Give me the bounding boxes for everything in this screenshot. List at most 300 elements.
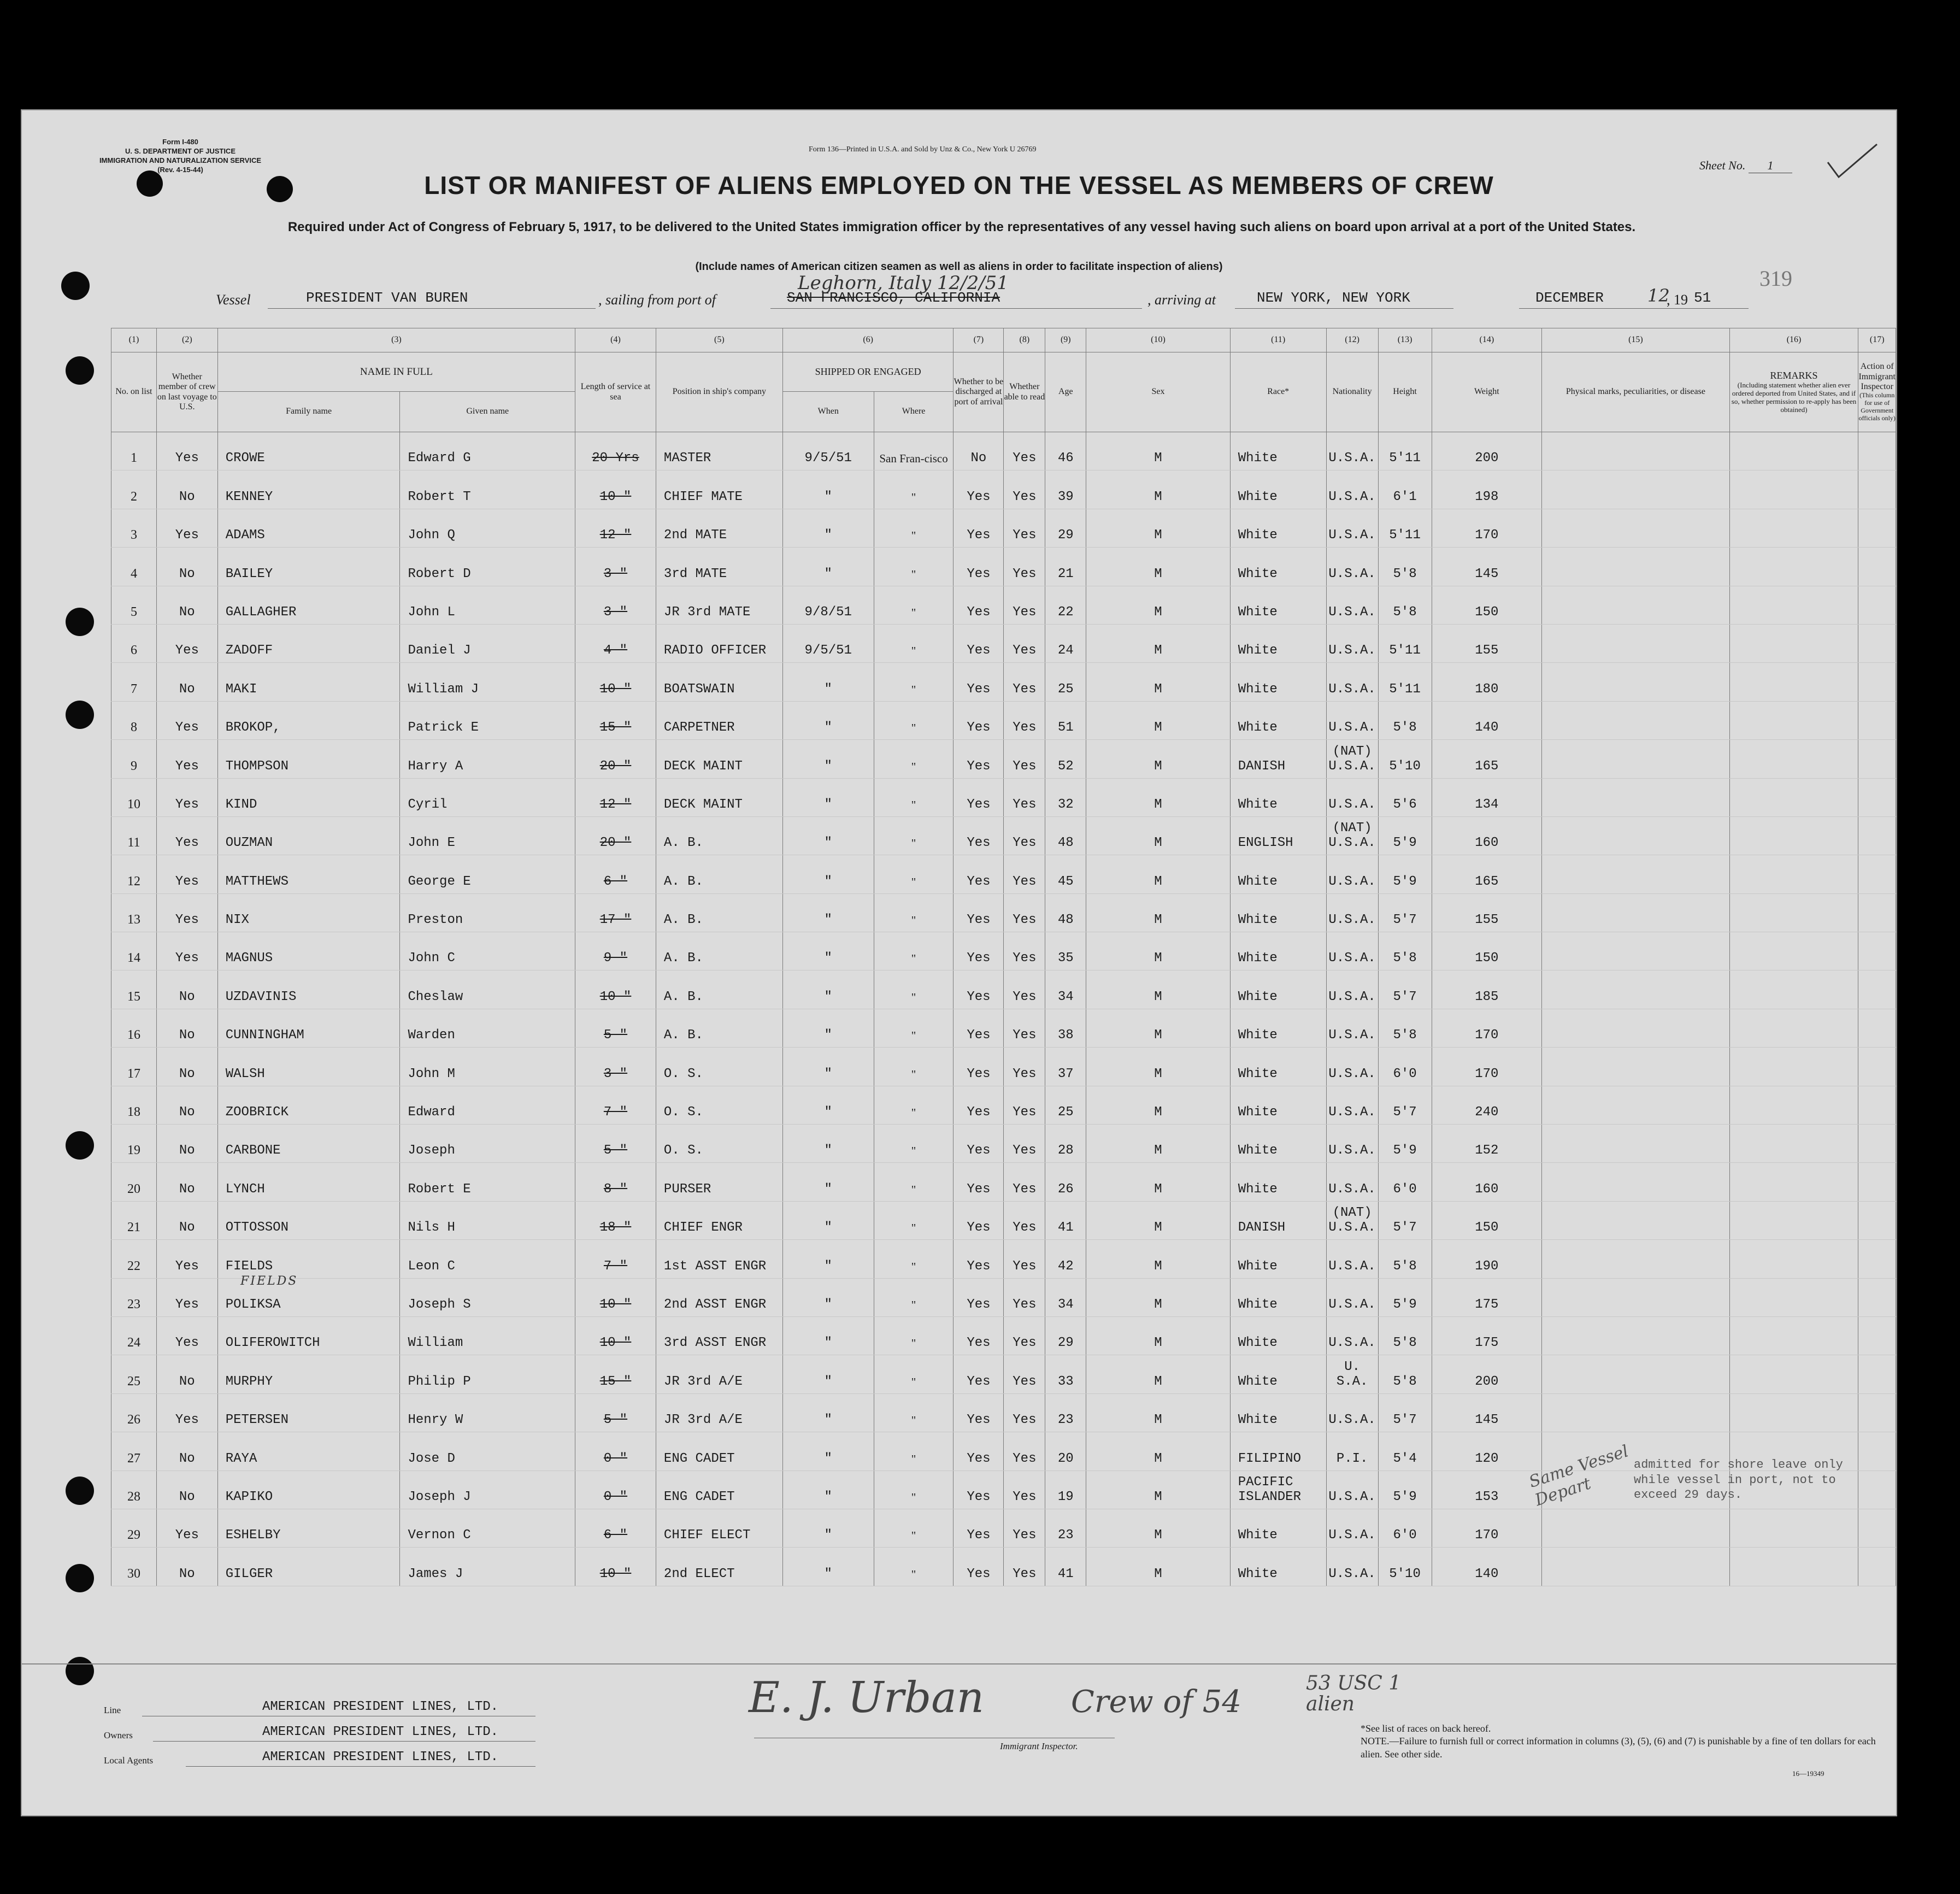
- weight-cell: 180: [1432, 663, 1542, 701]
- age-cell: 20: [1045, 1432, 1086, 1471]
- physical-marks-cell: [1542, 470, 1729, 509]
- given-name-cell: George E: [400, 855, 575, 893]
- able-to-read-cell: Yes: [1004, 432, 1045, 470]
- form-ident: [82, 138, 279, 175]
- age-cell: 38: [1045, 1009, 1086, 1047]
- nationality-cell: U.S.A.: [1326, 701, 1378, 739]
- prior-voyage-cell: No: [156, 1048, 217, 1086]
- age-cell: 52: [1045, 740, 1086, 778]
- shipped-where-cell: ": [874, 624, 953, 662]
- race-cell: White: [1230, 663, 1326, 701]
- shipped-when-cell: 9/5/51: [782, 432, 874, 470]
- race-cell: White: [1230, 432, 1326, 470]
- physical-marks-cell: [1542, 548, 1729, 586]
- header-age: Age: [1045, 352, 1086, 432]
- physical-marks-cell: [1542, 1201, 1729, 1239]
- family-name-cell: BAILEY: [217, 548, 400, 586]
- given-name-cell: Cheslaw: [400, 970, 575, 1009]
- weight-cell: 145: [1432, 548, 1542, 586]
- row-number-cell: 24: [111, 1316, 157, 1355]
- able-to-read-cell: Yes: [1004, 1548, 1045, 1586]
- shipped-when-cell: ": [782, 701, 874, 739]
- shipped-when-cell: 9/5/51: [782, 624, 874, 662]
- sex-cell: M: [1086, 663, 1231, 701]
- shipped-when-cell: ": [782, 1471, 874, 1509]
- table-row: [111, 1048, 1896, 1086]
- family-name-cell: THOMPSON: [217, 740, 400, 778]
- shore-leave-remark: admitted for shore leave only while vessel in port, not to exceed 29 days.: [1634, 1458, 1843, 1502]
- remarks-cell: [1729, 970, 1858, 1009]
- arriving-port: NEW YORK, NEW YORK: [1257, 290, 1410, 306]
- family-name-cell: POLIKSA: [217, 1278, 400, 1316]
- race-cell: White: [1230, 893, 1326, 932]
- discharged-cell: Yes: [953, 1125, 1004, 1163]
- shipped-when-cell: ": [782, 740, 874, 778]
- weight-cell: 175: [1432, 1316, 1542, 1355]
- shipped-when-cell: ": [782, 1086, 874, 1124]
- length-of-service-cell: 10 ": [575, 1316, 656, 1355]
- prior-voyage-cell: No: [156, 1432, 217, 1471]
- nationality-cell: U.S.A.: [1326, 778, 1378, 816]
- header-prior-voyage: Whether member of crew on last voyage to U.S.: [156, 352, 217, 432]
- line-label: Line: [104, 1705, 121, 1715]
- position-cell: 2nd ASST ENGR: [656, 1278, 782, 1316]
- race-cell: PACIFIC ISLANDER: [1230, 1471, 1326, 1509]
- sex-cell: M: [1086, 1432, 1231, 1471]
- col-num: (11): [1230, 328, 1326, 352]
- weight-cell: 170: [1432, 1009, 1542, 1047]
- height-cell: 5'9: [1378, 855, 1432, 893]
- sex-cell: M: [1086, 701, 1231, 739]
- race-cell: White: [1230, 855, 1326, 893]
- prior-voyage-cell: Yes: [156, 1278, 217, 1316]
- age-cell: 42: [1045, 1240, 1086, 1278]
- prior-voyage-cell: Yes: [156, 624, 217, 662]
- weight-cell: 140: [1432, 701, 1542, 739]
- race-cell: White: [1230, 1086, 1326, 1124]
- able-to-read-cell: Yes: [1004, 1432, 1045, 1471]
- weight-cell: 152: [1432, 1125, 1542, 1163]
- inspector-action-cell: [1858, 624, 1896, 662]
- inspector-action-cell: [1858, 701, 1896, 739]
- physical-marks-cell: [1542, 778, 1729, 816]
- height-cell: 5'11: [1378, 663, 1432, 701]
- position-cell: BOATSWAIN: [656, 663, 782, 701]
- height-cell: 5'7: [1378, 1201, 1432, 1239]
- given-name-cell: John Q: [400, 509, 575, 547]
- table-row: [111, 1125, 1896, 1163]
- able-to-read-cell: Yes: [1004, 1471, 1045, 1509]
- shipped-where-cell: ": [874, 1548, 953, 1586]
- shipped-when-cell: ": [782, 1201, 874, 1239]
- header-where: Where: [874, 392, 953, 432]
- inspector-action-cell: [1858, 1355, 1896, 1393]
- col-num: (7): [953, 328, 1004, 352]
- physical-marks-cell: [1542, 970, 1729, 1009]
- race-cell: DANISH: [1230, 740, 1326, 778]
- remarks-cell: [1729, 1355, 1858, 1393]
- physical-marks-cell: [1542, 1316, 1729, 1355]
- family-name-cell: CARBONE: [217, 1125, 400, 1163]
- length-of-service-cell: 18 ": [575, 1201, 656, 1239]
- row-number-cell: 13: [111, 893, 157, 932]
- punch-hole: [66, 1564, 94, 1592]
- height-cell: 5'10: [1378, 1548, 1432, 1586]
- sex-cell: M: [1086, 1009, 1231, 1047]
- shipped-where-cell: ": [874, 1048, 953, 1086]
- row-number-cell: 6: [111, 624, 157, 662]
- length-of-service-cell: 6 ": [575, 855, 656, 893]
- shipped-when-cell: ": [782, 1432, 874, 1471]
- row-number-cell: 4: [111, 548, 157, 586]
- weight-cell: 165: [1432, 740, 1542, 778]
- row-number-cell: 20: [111, 1163, 157, 1201]
- family-name-cell: OLIFEROWITCH: [217, 1316, 400, 1355]
- header-read: Whether able to read: [1004, 352, 1045, 432]
- inspector-action-cell: [1858, 1316, 1896, 1355]
- row-number-cell: 8: [111, 701, 157, 739]
- physical-marks-cell: [1542, 893, 1729, 932]
- inspector-action-cell: [1858, 1240, 1896, 1278]
- row-number-cell: 26: [111, 1393, 157, 1432]
- table-row: [111, 970, 1896, 1009]
- position-cell: O. S.: [656, 1086, 782, 1124]
- discharged-cell: Yes: [953, 1355, 1004, 1393]
- row-number-cell: 15: [111, 970, 157, 1009]
- shipped-where-cell: ": [874, 701, 953, 739]
- nationality-cell: U.S.A.: [1326, 1048, 1378, 1086]
- shipped-where-cell: ": [874, 1432, 953, 1471]
- discharged-cell: Yes: [953, 1509, 1004, 1547]
- shipped-when-cell: ": [782, 470, 874, 509]
- header-length-service: Length of service at sea: [575, 352, 656, 432]
- discharged-cell: Yes: [953, 778, 1004, 816]
- family-name-cell: NIX: [217, 893, 400, 932]
- vessel-label: Vessel: [216, 292, 251, 308]
- nationality-cell: U.S.A.: [1326, 1009, 1378, 1047]
- handwritten-remark: Same Vessel Depart: [1527, 1442, 1631, 1510]
- position-cell: CARPETNER: [656, 701, 782, 739]
- race-cell: White: [1230, 509, 1326, 547]
- able-to-read-cell: Yes: [1004, 778, 1045, 816]
- position-cell: 3rd ASST ENGR: [656, 1316, 782, 1355]
- inspector-action-cell: [1858, 1201, 1896, 1239]
- header-family-name: Family name: [217, 392, 400, 432]
- shipped-when-cell: ": [782, 778, 874, 816]
- col-num: (15): [1542, 328, 1729, 352]
- length-of-service-cell: 3 ": [575, 586, 656, 624]
- sex-cell: M: [1086, 1278, 1231, 1316]
- shipped-when-cell: ": [782, 1048, 874, 1086]
- given-name-cell: Edward: [400, 1086, 575, 1124]
- given-name-cell: Patrick E: [400, 701, 575, 739]
- sex-cell: M: [1086, 432, 1231, 470]
- shipped-where-cell: ": [874, 470, 953, 509]
- discharged-cell: Yes: [953, 1432, 1004, 1471]
- shipped-when-cell: ": [782, 932, 874, 970]
- row-number-cell: 2: [111, 470, 157, 509]
- height-cell: 5'8: [1378, 701, 1432, 739]
- shipped-where-cell: ": [874, 509, 953, 547]
- given-name-cell: John L: [400, 586, 575, 624]
- weight-cell: 120: [1432, 1432, 1542, 1471]
- able-to-read-cell: Yes: [1004, 548, 1045, 586]
- race-cell: White: [1230, 1393, 1326, 1432]
- age-cell: 51: [1045, 701, 1086, 739]
- physical-marks-cell: [1542, 624, 1729, 662]
- length-of-service-cell: 12 ": [575, 509, 656, 547]
- age-cell: 29: [1045, 509, 1086, 547]
- header-no-on-list: No. on list: [111, 352, 157, 432]
- age-cell: 45: [1045, 855, 1086, 893]
- age-cell: 39: [1045, 470, 1086, 509]
- punch-hole: [66, 356, 94, 385]
- remarks-cell: [1729, 1278, 1858, 1316]
- nationality-cell: U. S.A.: [1326, 1355, 1378, 1393]
- age-cell: 34: [1045, 970, 1086, 1009]
- position-cell: CHIEF MATE: [656, 470, 782, 509]
- given-name-cell: Henry W: [400, 1393, 575, 1432]
- nationality-cell: U.S.A.: [1326, 470, 1378, 509]
- punch-hole: [66, 1131, 94, 1160]
- physical-marks-cell: [1542, 740, 1729, 778]
- age-cell: 23: [1045, 1509, 1086, 1547]
- nationality-cell: U.S.A.: [1326, 548, 1378, 586]
- nationality-cell: U.S.A.: [1326, 663, 1378, 701]
- col-num: (17): [1858, 328, 1896, 352]
- prior-voyage-cell: No: [156, 1163, 217, 1201]
- length-of-service-cell: 8 ": [575, 1163, 656, 1201]
- sex-cell: M: [1086, 1240, 1231, 1278]
- discharged-cell: Yes: [953, 586, 1004, 624]
- position-cell: DECK MAINT: [656, 740, 782, 778]
- table-row: [111, 932, 1896, 970]
- given-name-cell: Joseph: [400, 1125, 575, 1163]
- able-to-read-cell: Yes: [1004, 1509, 1045, 1547]
- given-name-cell: Jose D: [400, 1432, 575, 1471]
- race-cell: FILIPINO: [1230, 1432, 1326, 1471]
- age-cell: 32: [1045, 778, 1086, 816]
- fine-note: NOTE.—Failure to furnish full or correct information in columns (3), (5), (6) and (7) is punishable by a fine of ten dollars for each alien. See other side.: [1361, 1736, 1876, 1760]
- physical-marks-cell: [1542, 1278, 1729, 1316]
- length-of-service-cell: 10 ": [575, 470, 656, 509]
- race-cell: DANISH: [1230, 1201, 1326, 1239]
- position-cell: CHIEF ELECT: [656, 1509, 782, 1547]
- physical-marks-cell: [1542, 816, 1729, 855]
- position-cell: JR 3rd MATE: [656, 586, 782, 624]
- table-row: [111, 509, 1896, 547]
- family-name-cell: ZOOBRICK: [217, 1086, 400, 1124]
- sex-cell: M: [1086, 1048, 1231, 1086]
- sex-cell: M: [1086, 740, 1231, 778]
- given-name-cell: Harry A: [400, 740, 575, 778]
- nationality-cell: U.S.A.: [1326, 1471, 1378, 1509]
- shipped-when-cell: ": [782, 816, 874, 855]
- weight-cell: 200: [1432, 432, 1542, 470]
- row-number-cell: 7: [111, 663, 157, 701]
- header-remarks: [1729, 352, 1858, 432]
- form-code: 16—19349: [1792, 1769, 1824, 1778]
- prior-voyage-cell: No: [156, 586, 217, 624]
- race-cell: White: [1230, 548, 1326, 586]
- race-cell: White: [1230, 470, 1326, 509]
- able-to-read-cell: Yes: [1004, 509, 1045, 547]
- height-cell: 5'9: [1378, 1471, 1432, 1509]
- table-row: [111, 1240, 1896, 1278]
- race-cell: White: [1230, 1048, 1326, 1086]
- shipped-where-cell: ": [874, 893, 953, 932]
- shipped-where-cell: ": [874, 816, 953, 855]
- sex-cell: M: [1086, 1509, 1231, 1547]
- discharged-cell: Yes: [953, 932, 1004, 970]
- footer-owners-block: [104, 1695, 650, 1771]
- physical-marks-cell: [1542, 1393, 1729, 1432]
- given-name-cell: Daniel J: [400, 624, 575, 662]
- col-num: (8): [1004, 328, 1045, 352]
- table-row: [111, 1509, 1896, 1547]
- weight-cell: 240: [1432, 1086, 1542, 1124]
- printer-line: Form 136—Printed in U.S.A. and Sold by Unz & Co., New York U 26769: [809, 145, 1037, 154]
- physical-marks-cell: [1542, 509, 1729, 547]
- stamp-number: 319: [1759, 266, 1792, 291]
- able-to-read-cell: Yes: [1004, 855, 1045, 893]
- prior-voyage-cell: Yes: [156, 932, 217, 970]
- able-to-read-cell: Yes: [1004, 1355, 1045, 1393]
- family-name-cell: LYNCH: [217, 1163, 400, 1201]
- owners-value: AMERICAN PRESIDENT LINES, LTD.: [262, 1725, 499, 1739]
- inspector-action-cell: [1858, 778, 1896, 816]
- shipped-when-cell: 9/8/51: [782, 586, 874, 624]
- remarks-cell: [1729, 624, 1858, 662]
- table-row: [111, 1355, 1896, 1393]
- family-name-cell: MATTHEWS: [217, 855, 400, 893]
- physical-marks-cell: [1542, 1509, 1729, 1547]
- prior-voyage-cell: No: [156, 1125, 217, 1163]
- header-nationality: Nationality: [1326, 352, 1378, 432]
- length-of-service-cell: 20 ": [575, 740, 656, 778]
- discharged-cell: Yes: [953, 1201, 1004, 1239]
- physical-marks-cell: [1542, 1125, 1729, 1163]
- row-number-cell: 1: [111, 432, 157, 470]
- inspector-action-cell: [1858, 1125, 1896, 1163]
- given-name-cell: Robert T: [400, 470, 575, 509]
- physical-marks-cell: [1542, 932, 1729, 970]
- prior-voyage-cell: No: [156, 1201, 217, 1239]
- owners-label: Owners: [104, 1730, 133, 1740]
- inspector-action-cell: [1858, 740, 1896, 778]
- race-cell: White: [1230, 1316, 1326, 1355]
- family-name-cell: BROKOP,: [217, 701, 400, 739]
- height-cell: 5'7: [1378, 1086, 1432, 1124]
- shipped-where-cell: ": [874, 1471, 953, 1509]
- header-sex: Sex: [1086, 352, 1231, 432]
- shipped-when-cell: ": [782, 1163, 874, 1201]
- race-cell: ENGLISH: [1230, 816, 1326, 855]
- weight-cell: 165: [1432, 855, 1542, 893]
- footer-notes: [1361, 1722, 1885, 1761]
- inspector-action-cell: [1858, 1548, 1896, 1586]
- age-cell: 29: [1045, 1316, 1086, 1355]
- sex-cell: M: [1086, 624, 1231, 662]
- include-note: (Include names of American citizen seamen as well as aliens in order to facilitate inspection of aliens): [695, 261, 1223, 273]
- manifest-title: LIST OR MANIFEST OF ALIENS EMPLOYED ON THE VESSEL AS MEMBERS OF CREW: [424, 171, 1494, 199]
- sex-cell: M: [1086, 778, 1231, 816]
- family-name-cell: WALSH: [217, 1048, 400, 1086]
- remarks-cell: [1729, 586, 1858, 624]
- table-row: [111, 855, 1896, 893]
- remarks-cell: [1729, 509, 1858, 547]
- nationality-cell: U.S.A.: [1326, 1086, 1378, 1124]
- service-name: IMMIGRATION AND NATURALIZATION SERVICE: [99, 156, 262, 164]
- inspector-action-cell: [1858, 1509, 1896, 1547]
- table-row: [111, 1086, 1896, 1124]
- sex-cell: M: [1086, 1355, 1231, 1393]
- length-of-service-cell: 6 ": [575, 1509, 656, 1547]
- inspector-action-cell: [1858, 970, 1896, 1009]
- row-number-cell: 30: [111, 1548, 157, 1586]
- inspector-action-cell: [1858, 893, 1896, 932]
- weight-cell: 155: [1432, 893, 1542, 932]
- row-number-cell: 22: [111, 1240, 157, 1278]
- shipped-where-cell: ": [874, 1355, 953, 1393]
- port-from-typed: SAN FRANCISCO, CALIFORNIA: [787, 290, 1000, 306]
- shipped-where-cell: ": [874, 1316, 953, 1355]
- row-number-cell: 17: [111, 1048, 157, 1086]
- col-num: (16): [1729, 328, 1858, 352]
- given-name-cell: Robert D: [400, 548, 575, 586]
- able-to-read-cell: Yes: [1004, 932, 1045, 970]
- discharged-cell: Yes: [953, 1471, 1004, 1509]
- nationality-cell: U.S.A.: [1326, 855, 1378, 893]
- given-name-cell: Nils H: [400, 1201, 575, 1239]
- weight-cell: 175: [1432, 1278, 1542, 1316]
- position-cell: RADIO OFFICER: [656, 624, 782, 662]
- remarks-cell: [1729, 855, 1858, 893]
- shipped-where-cell: San Fran-cisco: [874, 432, 953, 470]
- family-name-cell: ZADOFF: [217, 624, 400, 662]
- punch-hole: [66, 1477, 94, 1505]
- race-cell: White: [1230, 624, 1326, 662]
- family-name-cell: KIND: [217, 778, 400, 816]
- age-cell: 25: [1045, 663, 1086, 701]
- sex-cell: M: [1086, 1086, 1231, 1124]
- nationality-cell: U.S.A.: [1326, 586, 1378, 624]
- age-cell: 33: [1045, 1355, 1086, 1393]
- table-row: [111, 701, 1896, 739]
- table-row: [111, 470, 1896, 509]
- length-of-service-cell: 0 ": [575, 1471, 656, 1509]
- family-name-cell: CUNNINGHAM: [217, 1009, 400, 1047]
- position-cell: A. B.: [656, 1009, 782, 1047]
- table-row: [111, 1278, 1896, 1316]
- table-row: [111, 548, 1896, 586]
- age-cell: 41: [1045, 1201, 1086, 1239]
- inspector-signature: E. J. Urban: [749, 1673, 985, 1722]
- length-of-service-cell: 7 ": [575, 1240, 656, 1278]
- sex-cell: M: [1086, 1471, 1231, 1509]
- race-cell: White: [1230, 1125, 1326, 1163]
- height-cell: 5'9: [1378, 816, 1432, 855]
- given-name-cell: William J: [400, 663, 575, 701]
- remarks-cell: [1729, 1316, 1858, 1355]
- family-name-cell: RAYA: [217, 1432, 400, 1471]
- height-cell: 6'0: [1378, 1509, 1432, 1547]
- given-name-cell: John M: [400, 1048, 575, 1086]
- family-name-cell: GILGER: [217, 1548, 400, 1586]
- header-action: [1858, 352, 1896, 432]
- sex-cell: M: [1086, 509, 1231, 547]
- inspector-label: Immigrant Inspector.: [1000, 1741, 1078, 1751]
